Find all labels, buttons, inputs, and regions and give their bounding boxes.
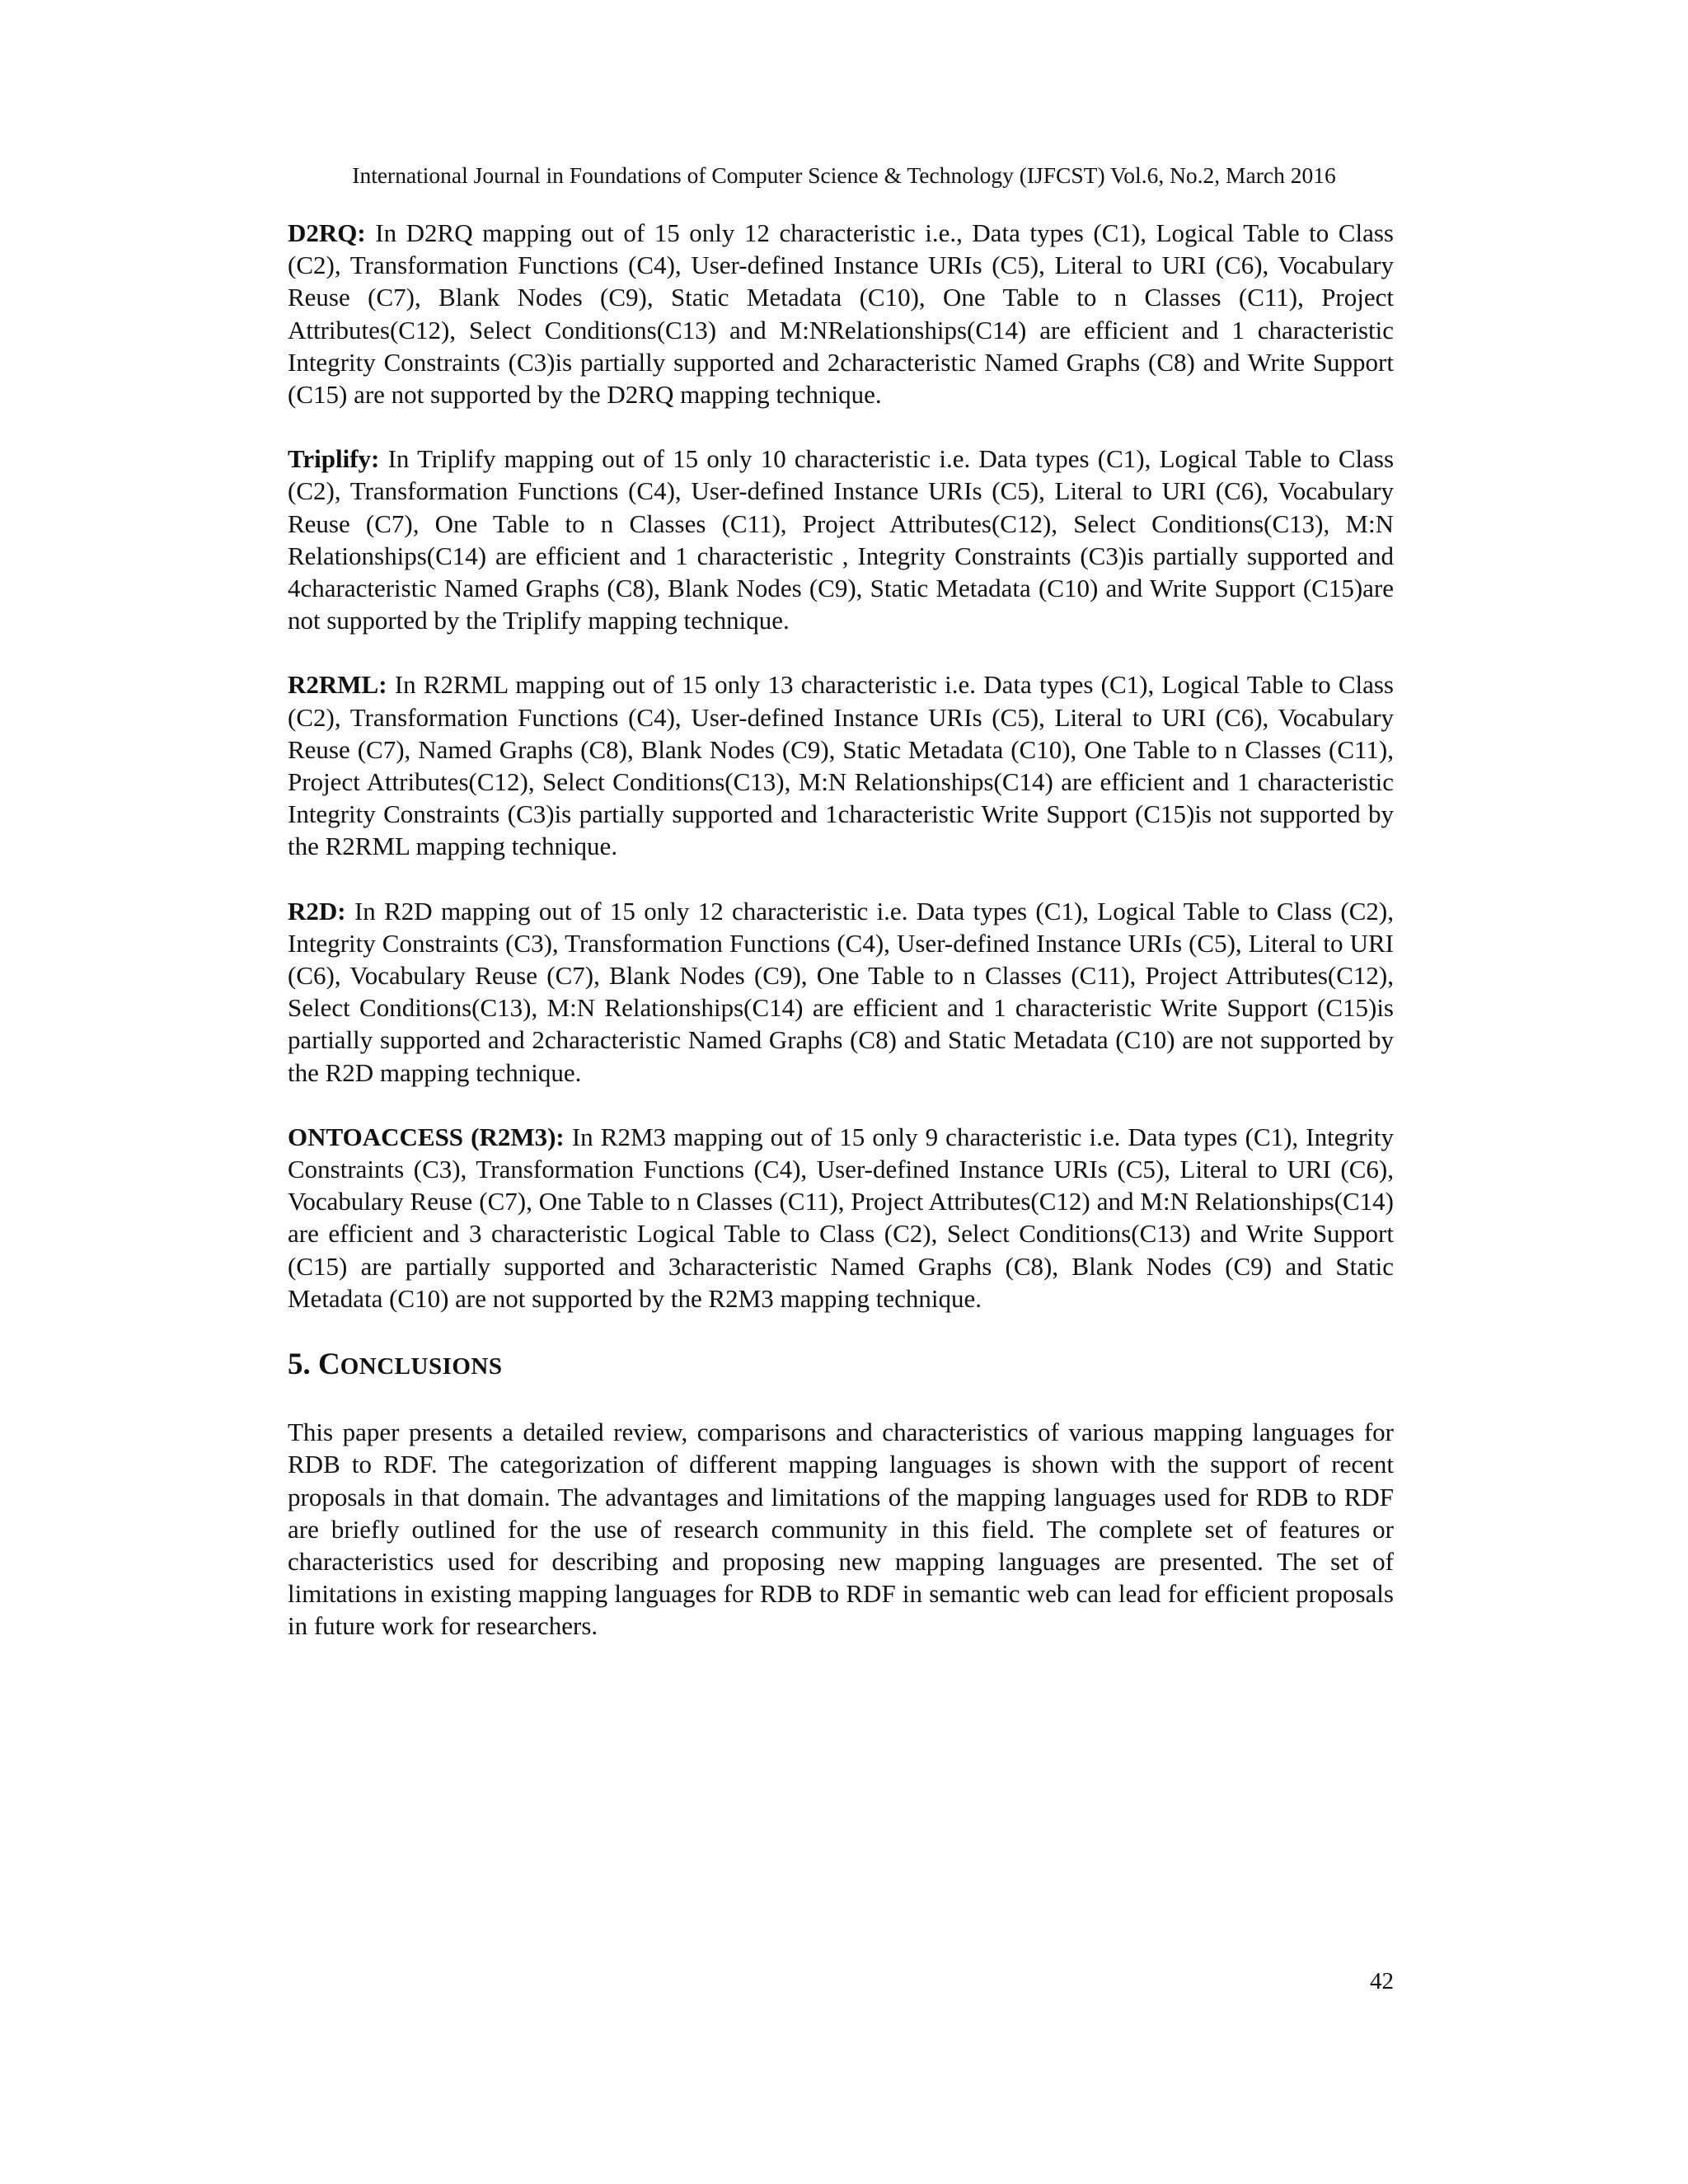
paragraph-r2d bbox=[288, 895, 1394, 1089]
paragraph-lead-d2rq: D2RQ: bbox=[288, 218, 366, 247]
paragraph-text-triplify: In Triplify mapping out of 15 only 10 characteristic i.e. Data types (C1), Logical Table to Class (C2), Transformation Functions (C4), User-defined Instance URIs (C5), Literal to URI (C6), Vocabulary Reuse (C7), One Table to n Classes (C11), Project Attributes(C12), Select Conditions(C13), M:N Relationships(C14) are efficient and 1 characteristic , Integrity Constraints (C3)is partially supported and 4characteristic Named Graphs (C8), Blank Nodes (C9), Static Metadata (C10) and Write Support (C15)are not supported by the Triplify mapping technique. bbox=[288, 444, 1395, 635]
section-title-initial: C bbox=[318, 1347, 340, 1382]
paragraph-text-ontoaccess: In R2M3 mapping out of 15 only 9 characteristic i.e. Data types (C1), Integrity Constraints (C3), Transformation Functions (C4), User-defined Instance URIs (C5), Literal to URI (C6), Vocabulary Reuse (C7), One Table to n Classes (C11), Project Attributes(C12) and M:N Relationships(C14) are efficient and 3 characteristic Logical Table to Class (C2), Select Conditions(C13) and Write Support (C15) are partially supported and 3characteristic Named Graphs (C8), Blank Nodes (C9) and Static Metadata (C10) are not supported by the R2M3 mapping technique. bbox=[288, 1122, 1394, 1313]
section-number: 5. bbox=[288, 1347, 311, 1382]
paragraph-triplify bbox=[288, 443, 1394, 636]
paragraph-conclusions: This paper presents a detailed review, comparisons and characteristics of various mapping languages for RDB to RDF. The categorization of different mapping languages is shown with the support of recent proposals in that domain. The advantages and limitations of the mapping languages used for RDB to RDF are briefly outlined for the use of research community in this field. The complete set of features or characteristics used for describing and proposing new mapping languages are presented. The set of limitations in existing mapping languages for RDB to RDF in semantic web can lead for efficient proposals in future work for researchers. bbox=[288, 1418, 1394, 1641]
paragraph-ontoaccess bbox=[288, 1121, 1394, 1315]
paragraph-lead-triplify: Triplify: bbox=[288, 444, 380, 474]
section-heading-conclusions bbox=[288, 1347, 1394, 1385]
paragraph-d2rq bbox=[288, 217, 1394, 410]
page-body bbox=[288, 217, 1394, 1675]
section-title-rest: ONCLUSIONS bbox=[340, 1353, 503, 1380]
paragraph-text-d2rq: In D2RQ mapping out of 15 only 12 characteristic i.e., Data types (C1), Logical Table to Class (C2), Transformation Functions (C4), User-defined Instance URIs (C5), Literal to URI (C6), Vocabulary Reuse (C7), Blank Nodes (C9), Static Metadata (C10), One Table to n Classes (C11), Project Attributes(C12), Select Conditions(C13) and M:NRelationships(C14) are efficient and 1 characteristic Integrity Constraints (C3)is partially supported and 2characteristic Named Graphs (C8) and Write Support (C15) are not supported by the D2RQ mapping technique. bbox=[288, 218, 1394, 410]
page-number: 42 bbox=[1370, 1968, 1394, 1994]
paragraph-text-r2d: In R2D mapping out of 15 only 12 characteristic i.e. Data types (C1), Logical Table to Class (C2), Integrity Constraints (C3), Transformation Functions (C4), User-defined Instance URIs (C5), Literal to URI (C6), Vocabulary Reuse (C7), Blank Nodes (C9), One Table to n Classes (C11), Project Attributes(C12), Select Conditions(C13), M:N Relationships(C14) are efficient and 1 characteristic Write Support (C15)is partially supported and 2characteristic Named Graphs (C8) and Static Metadata (C10) are not supported by the R2D mapping technique. bbox=[288, 896, 1394, 1087]
paragraph-lead-ontoaccess: ONTOACCESS (R2M3): bbox=[288, 1122, 565, 1151]
paragraph-lead-r2rml: R2RML: bbox=[288, 670, 387, 700]
paragraph-text-r2rml: In R2RML mapping out of 15 only 13 characteristic i.e. Data types (C1), Logical Table to Class (C2), Transformation Functions (C4), User-defined Instance URIs (C5), Literal to URI (C6), Vocabulary Reuse (C7), Named Graphs (C8), Blank Nodes (C9), Static Metadata (C10), One Table to n Classes (C11), Project Attributes(C12), Select Conditions(C13), M:N Relationships(C14) are efficient and 1 characteristic Integrity Constraints (C3)is partially supported and 1characteristic Write Support (C15)is not supported by the R2RML mapping technique. bbox=[288, 670, 1394, 861]
paragraph-lead-r2d: R2D: bbox=[288, 896, 346, 926]
running-header: International Journal in Foundations of Computer Science & Technology (IJFCST) Vol.6, No.2, March 2016 bbox=[352, 162, 1336, 188]
paragraph-r2rml bbox=[288, 668, 1394, 862]
